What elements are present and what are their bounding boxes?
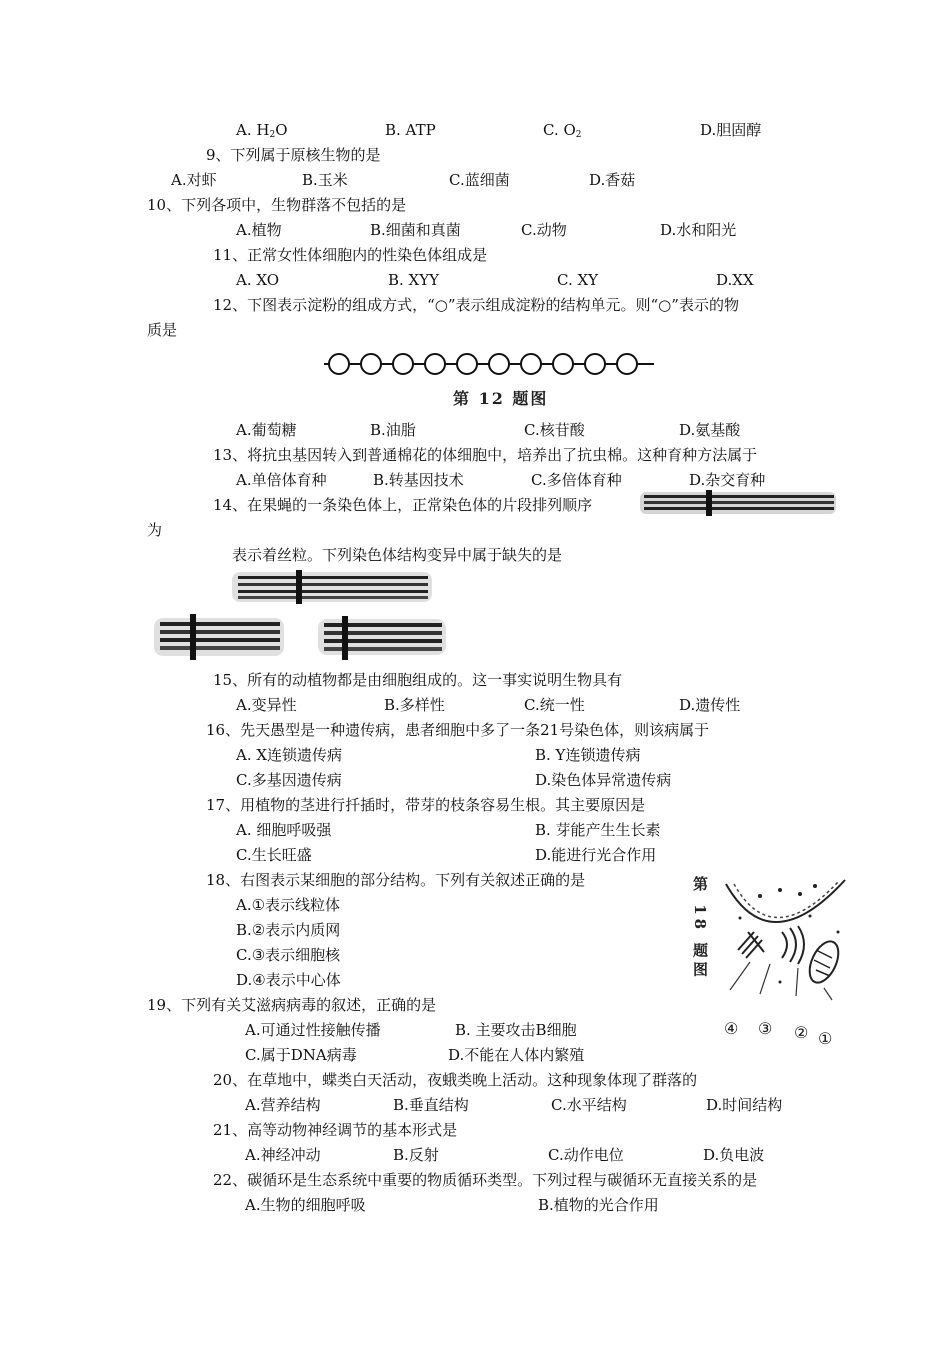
- chromosome-variant-b: [146, 612, 291, 662]
- q11-option-b: B. XYY: [388, 271, 440, 289]
- q10-option-a: A.植物: [236, 221, 282, 239]
- q12-option-d: D.氨基酸: [679, 421, 741, 439]
- q8-option-d: D.胆固醇: [700, 121, 762, 139]
- q13-option-d: D.杂交育种: [689, 471, 766, 489]
- q17-stem: 17、用植物的茎进行扦插时，带芽的枝条容易生根。其主要原因是: [206, 796, 646, 814]
- q12-option-c: C.核苷酸: [524, 421, 585, 439]
- q14-stem: 14、在果蝇的一条染色体上，正常染色体的片段排列顺序: [213, 496, 593, 514]
- q9-option-c: C.蓝细菌: [449, 171, 510, 189]
- figure-label-3: ③: [758, 1019, 773, 1038]
- centriole-structure: [738, 932, 764, 958]
- q18-option-d: D.④表示中心体: [236, 971, 341, 989]
- q12-stem-cont: 质是: [147, 321, 178, 339]
- q21-option-c: C.动作电位: [548, 1146, 624, 1164]
- q22-stem: 22、碳循环是生态系统中重要的物质循环类型。下列过程与碳循环无直接关系的是: [213, 1171, 758, 1189]
- glucose-unit: [489, 354, 509, 374]
- glucose-unit: [553, 354, 573, 374]
- q9-stem: 9、下列属于原核生物的是: [206, 146, 381, 164]
- chromosome-variant-a: [222, 568, 452, 606]
- q18-option-b: B.②表示内质网: [236, 921, 341, 939]
- q21-stem: 21、高等动物神经调节的基本形式是: [213, 1121, 458, 1139]
- glucose-unit: [457, 354, 477, 374]
- normal-chromosome-figure: [626, 490, 846, 516]
- q19-option-d: D.不能在人体内繁殖: [448, 1046, 585, 1064]
- q10-option-c: C.动物: [521, 221, 567, 239]
- figure-label-2: ②: [794, 1023, 809, 1042]
- mitochondrion-structure: [804, 937, 844, 987]
- q21-option-d: D.负电波: [703, 1146, 765, 1164]
- glucose-unit: [585, 354, 605, 374]
- glucose-unit: [521, 354, 541, 374]
- q17-option-b: B. 芽能产生生长素: [535, 821, 661, 839]
- q13-option-a: A.单倍体育种: [236, 471, 327, 489]
- q22-option-b: B.植物的光合作用: [538, 1196, 659, 1214]
- q21-option-b: B.反射: [393, 1146, 439, 1164]
- q14-stem-cont: 为: [147, 521, 163, 539]
- q18-stem: 18、右图表示某细胞的部分结构。下列有关叙述正确的是: [206, 871, 586, 889]
- q10-option-d: D.水和阳光: [660, 221, 737, 239]
- glucose-unit: [329, 354, 349, 374]
- figure-label-4: ④: [724, 1019, 739, 1038]
- q16-option-a: A. X连锁遗传病: [236, 746, 343, 764]
- q9-option-b: B.玉米: [302, 171, 348, 189]
- q20-option-b: B.垂直结构: [393, 1096, 469, 1114]
- q18-option-a: A.①表示线粒体: [236, 896, 341, 914]
- starch-chain-figure: [320, 350, 660, 378]
- q9-option-d: D.香菇: [589, 171, 636, 189]
- q12-figure-caption: 第 12 题图: [453, 389, 549, 408]
- q20-option-a: A.营养结构: [245, 1096, 321, 1114]
- glucose-unit: [361, 354, 381, 374]
- glucose-unit: [393, 354, 413, 374]
- q16-stem: 16、先天愚型是一种遗传病，患者细胞中多了一条21号染色体，则该病属于: [206, 721, 710, 739]
- q12-stem: 12、下图表示淀粉的组成方式，“○”表示组成淀粉的结构单元。则“○”表示的物: [213, 296, 739, 314]
- cell-structure-figure: [720, 872, 850, 1018]
- q10-option-b: B.细菌和真菌: [370, 221, 461, 239]
- q15-option-d: D.遗传性: [679, 696, 741, 714]
- q19-option-c: C.属于DNA病毒: [245, 1046, 357, 1064]
- q18-option-c: C.③表示细胞核: [236, 946, 341, 964]
- q10-stem: 10、下列各项中，生物群落不包括的是: [147, 196, 407, 214]
- q17-option-a: A. 细胞呼吸强: [236, 821, 332, 839]
- q15-option-a: A.变异性: [236, 696, 297, 714]
- q13-option-c: C.多倍体育种: [531, 471, 622, 489]
- q19-stem: 19、下列有关艾滋病病毒的叙述，正确的是: [147, 996, 437, 1014]
- glucose-unit: [617, 354, 637, 374]
- q12-option-a: A.葡萄糖: [236, 421, 297, 439]
- q16-option-d: D.染色体异常遗传病: [535, 771, 672, 789]
- q11-option-d: D.XX: [716, 271, 754, 289]
- q11-option-a: A. XO: [236, 271, 280, 289]
- q11-stem: 11、正常女性体细胞内的性染色体组成是: [213, 246, 488, 264]
- q15-option-c: C.统一性: [524, 696, 585, 714]
- figure-label-1: ①: [818, 1029, 833, 1048]
- q8-option-b: B. ATP: [385, 121, 436, 139]
- q13-stem: 13、将抗虫基因转入到普通棉花的体细胞中，培养出了抗虫棉。这种育种方法属于: [213, 446, 758, 464]
- q8-option-a: A. $H_2O$: [236, 121, 288, 140]
- q13-option-b: B.转基因技术: [373, 471, 464, 489]
- chromosome-variant-c: [312, 614, 452, 662]
- q11-option-c: C. XY: [557, 271, 599, 289]
- glucose-unit: [425, 354, 445, 374]
- q8-option-c: C. $O_2$: [543, 121, 582, 140]
- q20-stem: 20、在草地中，蝶类白天活动，夜蛾类晚上活动。这种现象体现了群落的: [213, 1071, 698, 1089]
- q16-option-c: C.多基因遗传病: [236, 771, 342, 789]
- q16-option-b: B. Y连锁遗传病: [535, 746, 641, 764]
- q15-stem: 15、所有的动植物都是由细胞组成的。这一事实说明生物具有: [213, 671, 623, 689]
- q20-option-c: C.水平结构: [551, 1096, 627, 1114]
- q17-option-d: D.能进行光合作用: [535, 846, 657, 864]
- golgi-structure: [782, 926, 804, 964]
- q15-option-b: B.多样性: [384, 696, 445, 714]
- q20-option-d: D.时间结构: [706, 1096, 783, 1114]
- nucleus-envelope: [726, 880, 845, 922]
- q17-option-c: C.生长旺盛: [236, 846, 312, 864]
- q14-stem-centromere: 表示着丝粒。下列染色体结构变异中属于缺失的是: [232, 546, 563, 564]
- q9-option-a: A.对虾: [171, 171, 217, 189]
- q19-option-a: A.可通过性接触传播: [245, 1021, 381, 1039]
- q22-option-a: A.生物的细胞呼吸: [245, 1196, 366, 1214]
- q12-option-b: B.油脂: [370, 421, 416, 439]
- q18-figure-caption: 第 18 题图: [691, 876, 709, 981]
- q19-option-b: B. 主要攻击B细胞: [455, 1021, 577, 1039]
- q21-option-a: A.神经冲动: [245, 1146, 321, 1164]
